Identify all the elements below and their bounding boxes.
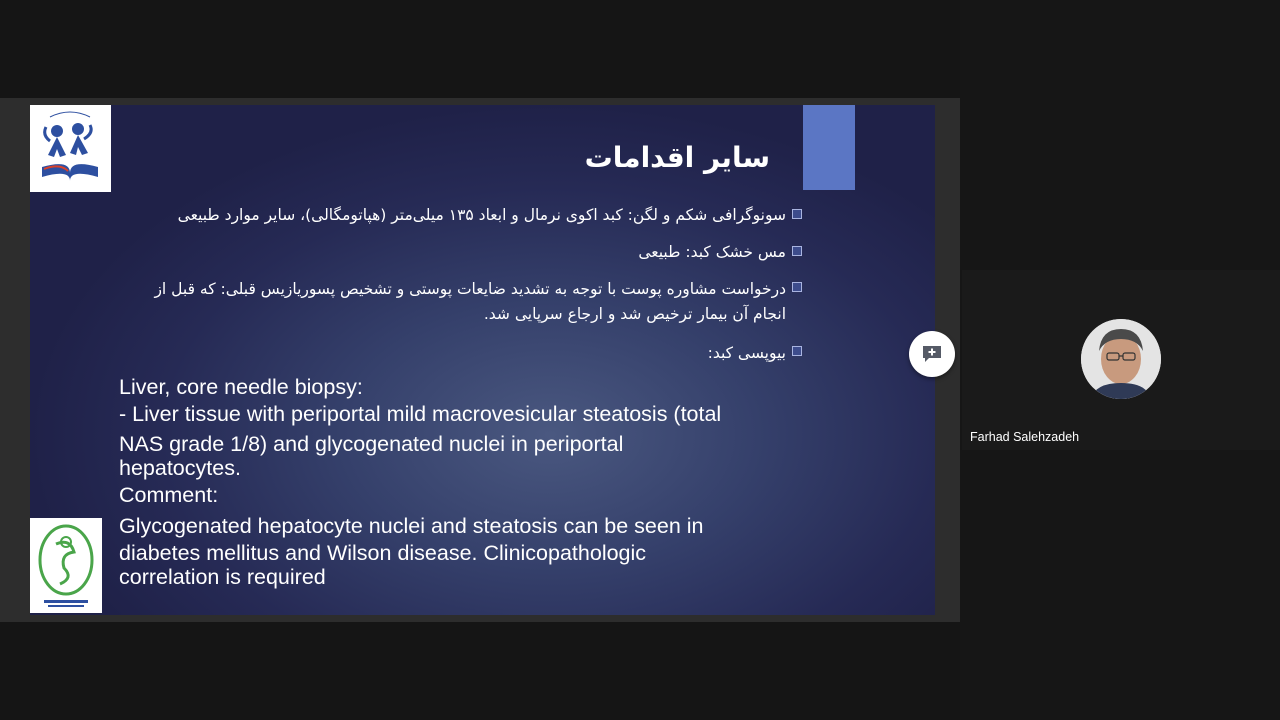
slide-bullet-text: مس خشک کبد: طبیعی <box>638 243 786 261</box>
children-book-logo-icon <box>30 105 111 192</box>
biopsy-text-line: correlation is required <box>119 565 326 589</box>
biopsy-text-line: Comment: <box>119 483 219 507</box>
slide-bullet-text: سونوگرافی شکم و لگن: کبد اکوی نرمال و ابعاد ۱۳۵ میلی‌متر (هپاتومگالی)، سایر موارد طبیعی <box>177 206 786 224</box>
slide-accent-bar <box>803 105 855 190</box>
participant-video-tile[interactable] <box>962 270 1280 450</box>
add-comment-icon <box>922 345 942 363</box>
biopsy-text-line: Liver, core needle biopsy: <box>119 375 363 399</box>
add-comment-button[interactable] <box>909 331 955 377</box>
bullet-marker <box>792 209 802 219</box>
biopsy-text-line: Glycogenated hepatocyte nuclei and steatosis can be seen in <box>119 514 704 538</box>
person-avatar-icon <box>1081 319 1161 399</box>
organization-logo <box>30 105 111 192</box>
bullet-marker <box>792 346 802 356</box>
presentation-slide <box>30 105 935 615</box>
biopsy-text-line: hepatocytes. <box>119 456 241 480</box>
biopsy-text-line: - Liver tissue with periportal mild macrovesicular steatosis (total <box>119 402 722 426</box>
bullet-marker <box>792 282 802 292</box>
slide-bullet-text: بیوپسی کبد: <box>707 344 786 362</box>
participant-avatar <box>1081 319 1161 399</box>
bullet-marker <box>792 246 802 256</box>
biopsy-text-line: NAS grade 1/8) and glycogenated nuclei in periportal <box>119 432 624 456</box>
liver-emblem-logo-icon <box>30 518 102 613</box>
participant-name: Farhad Salehzadeh <box>970 430 1080 444</box>
slide-bullet-text: درخواست مشاوره پوست با توجه به تشدید ضایعات پوستی و تشخیص پسوریازیس قبلی: که قبل از انجام آن بیمار ترخیص شد و ارجاع سرپایی شد. <box>154 280 786 323</box>
society-logo <box>30 518 102 613</box>
slide-title: سایر اقدامات <box>584 141 770 174</box>
biopsy-text-line: diabetes mellitus and Wilson disease. Clinicopathologic <box>119 541 647 565</box>
